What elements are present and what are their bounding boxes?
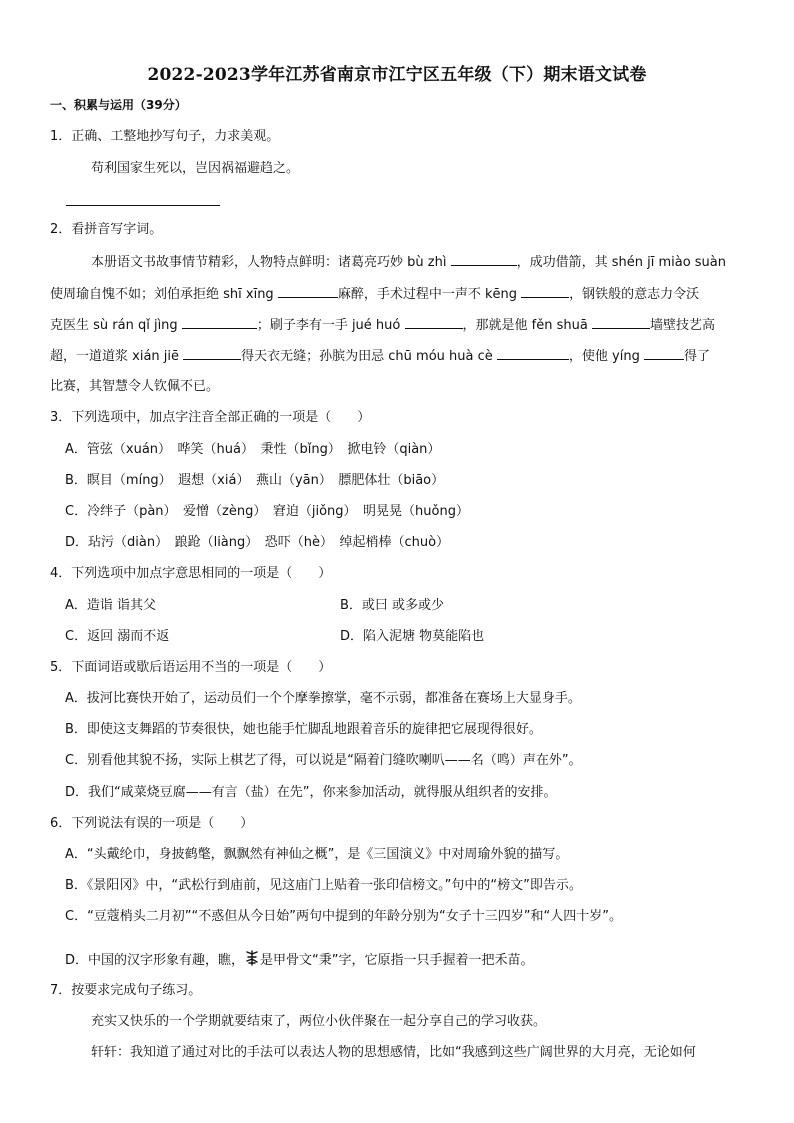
q2-text: 得了: [683, 349, 710, 364]
fill-blank[interactable]: [182, 316, 257, 329]
q7-stem: 7．按要求完成句子练习。: [50, 983, 202, 998]
q4-option-b[interactable]: B．或曰 或多或少: [340, 598, 445, 613]
q5-option-d[interactable]: D．我们“咸菜烧豆腐——有言（盐）在先”，你来参加活动，就得服从组织者的安排。: [65, 785, 557, 800]
q2-paragraph-line: [50, 316, 715, 335]
q7-dialogue: 轩轩：我知道了通过对比的手法可以表达人物的思想感情，比如“我感到这些广阔世界的大月亮，无论如何: [91, 1045, 696, 1060]
q2-text: ；刷子李有一手 jué huó: [256, 318, 401, 333]
q2-text: 得天衣无缝；孙膑为田忌 chū móu huà cè: [241, 349, 493, 364]
q6-option-d-text: D．中国的汉字形象有趣，瞧，: [65, 953, 245, 968]
q1-stem: 1．正确、工整地抄写句子，力求美观。: [50, 129, 280, 144]
q4-option-c[interactable]: C．返回 溺而不返: [65, 629, 170, 644]
q2-paragraph-line: [50, 347, 710, 366]
q2-paragraph-line: [50, 285, 699, 304]
q2-text: ，那就是他 fěn shuā: [462, 318, 588, 333]
q3-option-c[interactable]: C．冷绊子（pàn） 爱憎（zèng） 窘迫（jiǒng） 明晃晃（huǒng）: [65, 504, 469, 519]
q3-option-b[interactable]: B．瞑目（míng） 遐想（xiá） 燕山（yān） 膘肥体壮（biāo）: [65, 473, 445, 488]
q5-stem: 5．下面词语或歇后语运用不当的一项是（ ）: [50, 660, 332, 675]
fill-blank[interactable]: [521, 285, 569, 298]
q2-text: 克医生 sù rán qǐ jìng: [50, 318, 178, 333]
q2-paragraph-end: 比赛，其智慧令人钦佩不已。: [50, 379, 220, 394]
q6-option-a[interactable]: A．“头戴纶巾，身披鹤氅，飘飘然有神仙之概”，是《三国演义》中对周瑜外貌的描写。: [65, 847, 569, 862]
q2-text: ，使他 yíng: [568, 349, 640, 364]
fill-blank[interactable]: [592, 316, 650, 329]
q2-text: 墙壁技艺高: [649, 318, 715, 333]
fill-blank[interactable]: [644, 347, 684, 360]
q6-option-b[interactable]: B．《景阳冈》中，“武松行到庙前，见这庙门上贴着一张印信榜文。”句中的“榜文”即告示。: [65, 878, 582, 893]
q5-option-a[interactable]: A．拔河比赛快开始了，运动员们一个个摩拳擦掌，毫不示弱，都准备在赛场上大显身手。: [65, 691, 581, 706]
fill-blank[interactable]: [183, 347, 241, 360]
q5-option-c[interactable]: C．别看他其貌不扬，实际上棋艺了得，可以说是“隔着门缝吹喇叭——名（鸣）声在外”。: [65, 753, 582, 768]
q6-option-c[interactable]: C．“豆蔻梢头二月初”“不惑但从今日始”两句中提到的年龄分别为“女子十三四岁”和“人四十岁”。: [65, 909, 622, 924]
q7-paragraph: 充实又快乐的一个学期就要结束了，两位小伙伴聚在一起分享自己的学习收获。: [91, 1014, 547, 1029]
q2-text: 使周瑜自愧不如；刘伯承拒绝 shī xīng: [50, 287, 274, 302]
fill-blank[interactable]: [278, 285, 338, 298]
q6-stem: 6．下列说法有误的一项是（ ）: [50, 816, 254, 831]
q6-option-d[interactable]: [65, 950, 534, 970]
q3-option-d[interactable]: D．玷污（diàn） 踉跄（liàng） 恐吓（hè） 绰起梢棒（chuò）: [65, 535, 450, 550]
q1-sentence: 苟利国家生死以，岂因祸福避趋之。: [91, 161, 300, 176]
q3-option-a[interactable]: A．管弦（xuán） 哗笑（huá） 秉性（bǐng） 掀电铃（qiàn）: [65, 442, 441, 457]
q6-option-d-text: 是甲骨文“秉”字，它原指一只手握着一把禾苗。: [260, 953, 534, 968]
q4-option-d[interactable]: D．陷入泥塘 物莫能陷也: [340, 629, 485, 644]
q2-text: ，钢铁般的意志力令沃: [569, 287, 700, 302]
fill-blank[interactable]: [405, 316, 463, 329]
q2-text: 麻醉，手术过程中一声不 kēng: [337, 287, 517, 302]
q3-stem: 3．下列选项中，加点字注音全部正确的一项是（ ）: [50, 410, 371, 425]
fill-blank[interactable]: [497, 347, 569, 360]
q2-paragraph-line: [91, 253, 726, 272]
q5-option-b[interactable]: B．即使这支舞蹈的节奏很快，她也能手忙脚乱地跟着音乐的旋律把它展现得很好。: [65, 722, 542, 737]
q4-stem: 4．下列选项中加点字意思相同的一项是（ ）: [50, 566, 332, 581]
q2-text: 超，一道道浆 xián jiē: [50, 349, 179, 364]
q2-stem: 2．看拼音写字词。: [50, 222, 163, 237]
section-heading: 一、积累与运用（39分）: [50, 98, 187, 112]
oracle-bone-glyph-icon: [244, 950, 260, 966]
q2-text: 本册语文书故事情节精彩，人物特点鲜明：诸葛亮巧妙 bù zhì: [91, 255, 447, 270]
fill-blank[interactable]: [451, 253, 517, 266]
q2-text: ，成功借箭，其 shén jī miào suàn: [516, 255, 726, 270]
q4-option-a[interactable]: A．造诣 诣其父: [65, 598, 157, 613]
page-title: 2022-2023学年江苏省南京市江宁区五年级（下）期末语文试卷: [147, 65, 647, 85]
q1-answer-line[interactable]: [66, 205, 220, 206]
